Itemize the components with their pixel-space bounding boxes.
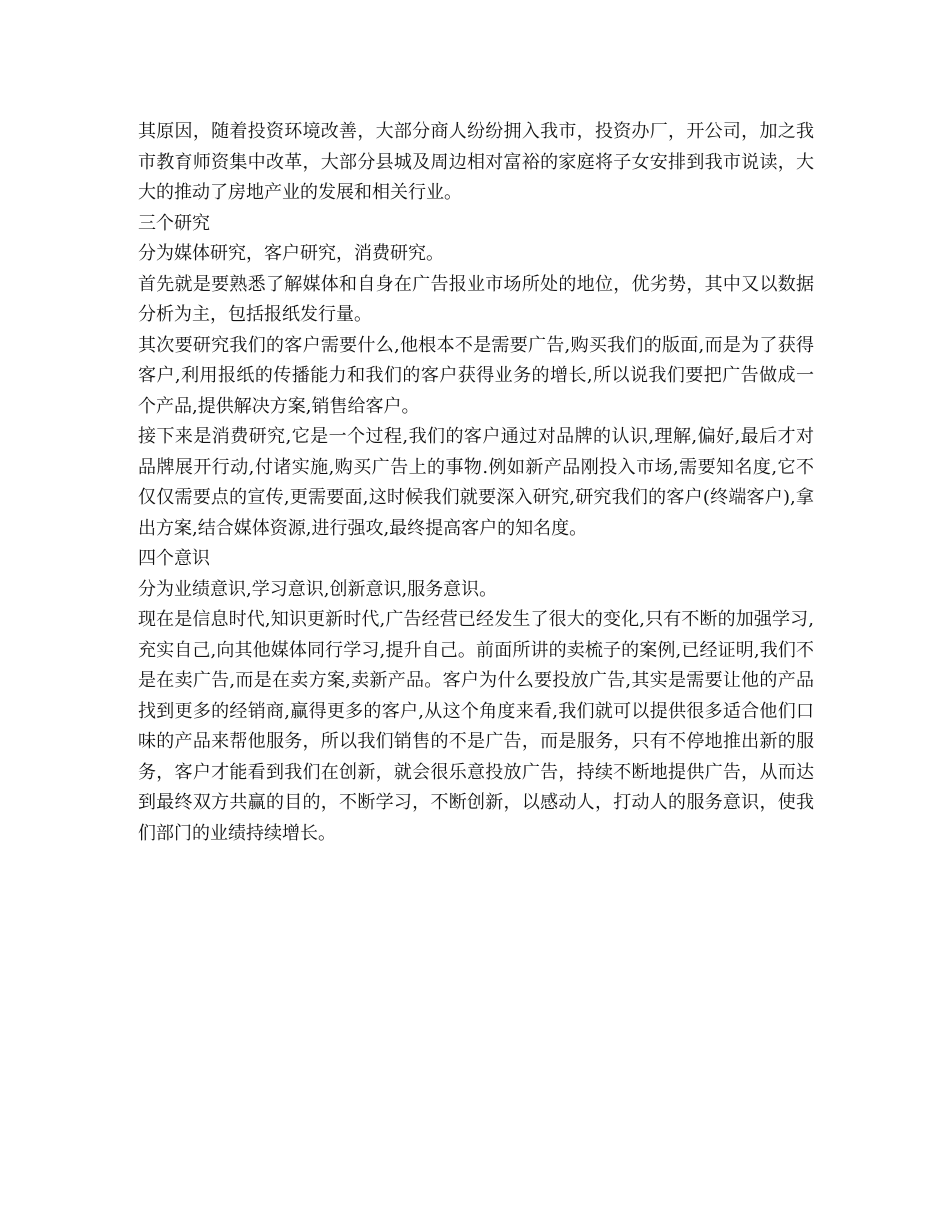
section-heading-three-studies: 三个研究	[138, 212, 210, 234]
section-heading-four-awareness: 四个意识	[138, 548, 210, 569]
paragraph-information-era: 现在是信息时代,知识更新时代,广告经营已经发生了很大的变化,只有不断的加强学习,充实自己,向其他媒体同行学习,提升自己。前面所讲的卖梳子的案例,已经证明,我们不是在卖广告,而是在卖方案,卖新产品。客户为什么要投放广告,其实是需要让他的产品找到更多的经销商,赢得更多的客户,从这个角度来看,我们就可以提供很多适合他们口味的产品来帮他服务，所以我们销售的不是广告，而是服务，只有不停地推出新的服务，客户才能看到我们在创新，就会很乐意投放广告，持续不断地提供广告，从而达到最终双方共赢的目的，不断学习，不断创新，以感动人，打动人的服务意识，使我们部门的业绩持续增长。	[138, 609, 814, 844]
document-body	[138, 117, 814, 849]
paragraph-client-study: 其次要研究我们的客户需要什么,他根本不是需要广告,购买我们的版面,而是为了获得客户,利用报纸的传播能力和我们的客户获得业务的增长,所以说我们要把广告做成一个产品,提供解决方案,销售给客户。	[138, 334, 814, 417]
paragraph-study-categories: 分为媒体研究，客户研究，消费研究。	[138, 243, 444, 264]
paragraph-intro: 其原因，随着投资环境改善，大部分商人纷纷拥入我市，投资办厂，开公司，加之我市教育师资集中改革，大部分县城及周边相对富裕的家庭将子女安排到我市说读，大大的推动了房地产业的发展和相关行业。	[138, 121, 814, 203]
paragraph-awareness-categories: 分为业绩意识,学习意识,创新意识,服务意识。	[138, 578, 498, 600]
paragraph-consumer-study: 接下来是消费研究,它是一个过程,我们的客户通过对品牌的认识,理解,偏好,最后才对品牌展开行动,付诸实施,购买广告上的事物.例如新产品刚投入市场,需要知名度,它不仅仅需要点的宣传,更需要面,这时候我们就要深入研究,研究我们的客户(终端客户),拿出方案,结合媒体资源,进行强攻,最终提高客户的知名度。	[138, 426, 814, 539]
paragraph-media-study: 首先就是要熟悉了解媒体和自身在广告报业市场所处的地位，优劣势，其中又以数据分析为主，包括报纸发行量。	[138, 273, 814, 325]
